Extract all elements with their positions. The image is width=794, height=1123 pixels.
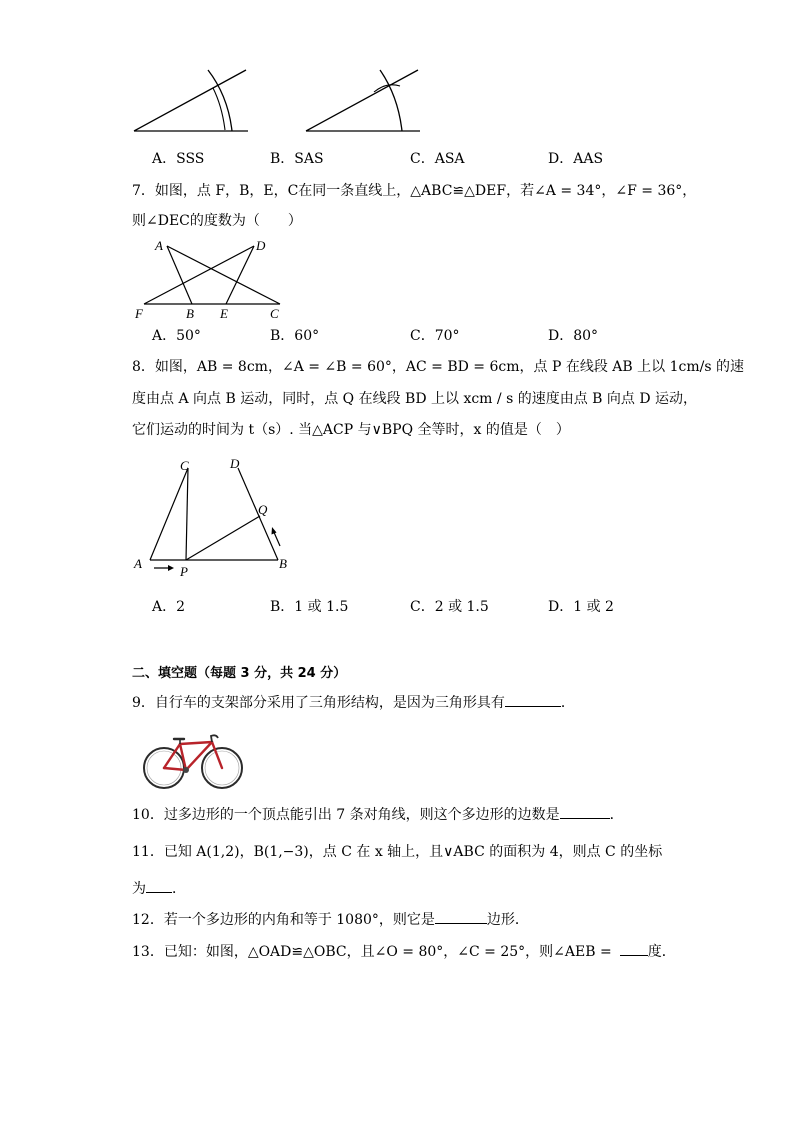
q6-construction-figure-1	[130, 66, 260, 136]
q8-label-b: B	[279, 556, 287, 571]
q7-option-b[interactable]: B．60°	[270, 328, 320, 344]
q7-label-a: A	[155, 238, 163, 253]
bicycle-image	[140, 728, 246, 792]
q7-option-c[interactable]: C．70°	[410, 328, 460, 344]
q6-option-b[interactable]: B．SAS	[270, 151, 324, 167]
q9-end: ．	[560, 695, 575, 711]
q12-answer-blank[interactable]	[435, 909, 487, 924]
q13-end: 度．	[647, 944, 676, 960]
q7-label-c: C	[270, 306, 279, 321]
q10-text: 10．过多边形的一个顶点能引出 7 条对角线，则这个多边形的边数是	[132, 807, 560, 823]
q11-line2-start: 为	[132, 881, 146, 897]
q10-end: ．	[609, 807, 624, 823]
q9-stem	[132, 692, 575, 713]
q8-option-d[interactable]: D．1 或 2	[548, 599, 614, 615]
q11-end: ．	[172, 881, 186, 897]
q12-stem	[132, 909, 529, 930]
q11-stem-line2	[132, 878, 186, 899]
q10-stem	[132, 804, 624, 825]
q8-stem-line3: 它们运动的时间为 t（s）. 当△ACP 与∨BPQ 全等时，x 的值是（ ）	[132, 422, 570, 438]
q11-answer-blank[interactable]	[146, 878, 172, 893]
q6-option-a[interactable]: A．SSS	[152, 151, 205, 167]
q12-end: 边形．	[486, 912, 529, 928]
q8-label-d: D	[230, 456, 240, 471]
q6-option-c[interactable]: C．ASA	[410, 151, 465, 167]
q13-answer-blank[interactable]	[620, 941, 648, 956]
q9-answer-blank[interactable]	[505, 692, 561, 707]
q6-option-d[interactable]: D．AAS	[548, 151, 604, 167]
q11-stem-line1: 11．已知 A(1,2)，B(1,−3)，点 C 在 x 轴上，且∨ABC 的面积为 4，则点 C 的坐标	[132, 844, 663, 860]
q8-stem-line1: 8．如图，AB = 8cm，∠A = ∠B = 60°，AC = BD = 6cm，点 P 在线段 AB 上以 1cm/s 的速	[132, 359, 744, 375]
q8-option-b[interactable]: B．1 或 1.5	[270, 599, 349, 615]
q7-option-d[interactable]: D．80°	[548, 328, 599, 344]
q7-label-f: F	[135, 306, 143, 321]
q10-answer-blank[interactable]	[560, 804, 610, 819]
q12-text: 12．若一个多边形的内角和等于 1080°，则它是	[132, 912, 435, 928]
q7-label-d: D	[256, 238, 266, 253]
q8-moving-point-figure	[128, 452, 298, 582]
q9-text: 9．自行车的支架部分采用了三角形结构，是因为三角形具有	[132, 695, 505, 711]
q13-stem	[132, 941, 676, 962]
q7-triangle-figure	[130, 236, 290, 322]
q6-construction-figure-2	[302, 66, 427, 136]
q8-option-c[interactable]: C．2 或 1.5	[410, 599, 489, 615]
q7-label-e: E	[220, 306, 228, 321]
q8-stem-line2: 度由点 A 向点 B 运动，同时，点 Q 在线段 BD 上以 xcm / s 的速度由点 B 向点 D 运动，	[132, 391, 698, 407]
q8-label-p: P	[180, 564, 188, 579]
q8-label-c: C	[180, 458, 189, 473]
q7-stem-line2: 则∠DEC的度数为（ ）	[132, 213, 302, 229]
q8-label-q: Q	[258, 502, 268, 517]
q7-label-b: B	[186, 306, 194, 321]
q8-option-a[interactable]: A．2	[152, 599, 186, 615]
q8-label-a: A	[134, 556, 142, 571]
q7-stem-line1: 7．如图，点 F，B，E，C在同一条直线上，△ABC≌△DEF，若∠A = 34°，∠F = 36°，	[132, 183, 697, 199]
q7-option-a[interactable]: A．50°	[152, 328, 201, 344]
q13-text: 13．已知：如图，△OAD≌△OBC，且∠O = 80°，∠C = 25°，则∠AEB =	[132, 944, 612, 960]
section-title-fill-in: 二、填空题（每题 3 分，共 24 分）	[132, 666, 347, 681]
